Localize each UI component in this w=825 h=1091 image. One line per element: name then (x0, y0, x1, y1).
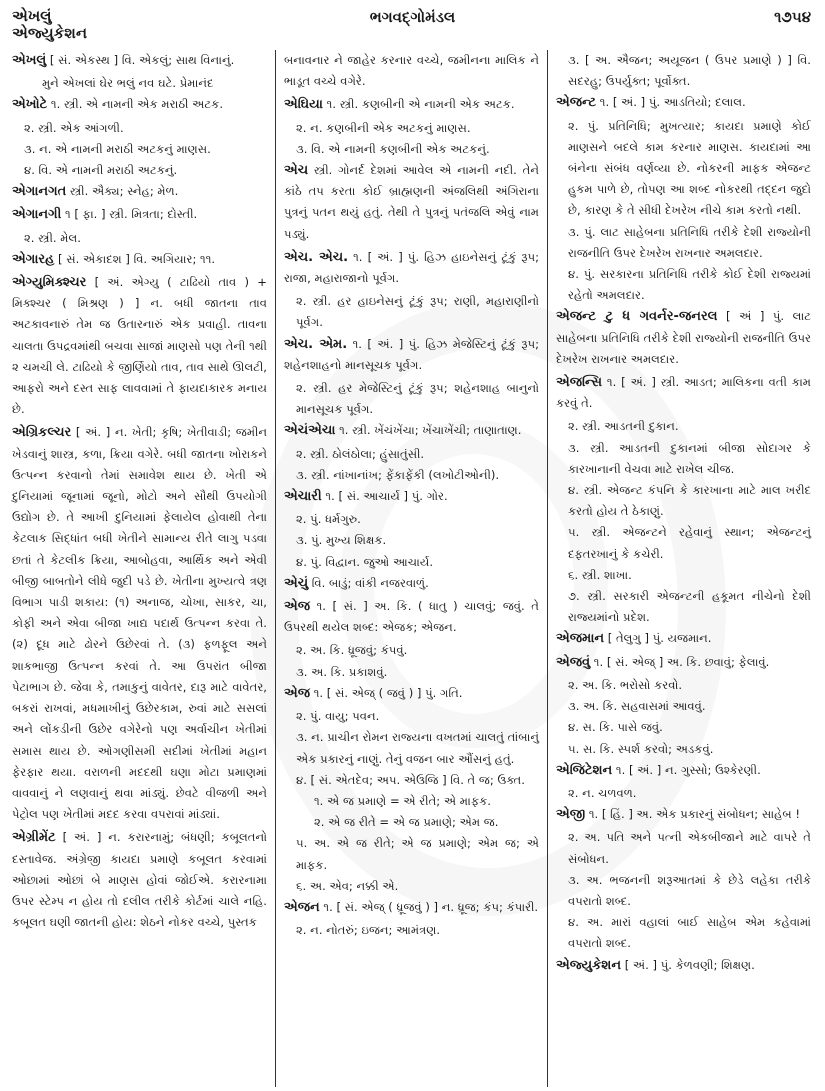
headword: એગારહ (12, 251, 55, 267)
definition-text: ૧. [ સં. એજ્ ] અ. કિ. છવાવું; ફેલાવું. (590, 654, 770, 669)
headword: એગ્રિકલ્ચર (12, 425, 72, 441)
dictionary-entry (556, 306, 811, 370)
page-number: ૧૭૫૪ (774, 8, 811, 26)
headword: એચું (284, 575, 309, 591)
definition-sense: ૨. સ્ત્રી. હર મેજેસ્ટિનું ટૂંકું રૂપ; શહેનશાહ બાનુનો માનસૂચક પૂર્વગ. (296, 381, 539, 417)
definition-text: ૧. [ અં. ] ન. ગુસ્સો; ઉશ્કેરણી. (612, 762, 761, 777)
dictionary-entry (12, 50, 267, 71)
headword: એજી (556, 807, 586, 823)
dictionary-entry (12, 422, 267, 825)
headword: એચ. એચ. (284, 249, 349, 265)
headword: એજન (284, 899, 320, 915)
definition-sense: ૨. અ. કિ. ધ્રૂજવું; કંપવું. (296, 643, 408, 658)
definition-sense: ૨. ન. કણબીની એક અટકનું માણસ. (296, 120, 471, 135)
definition-sense: ૩. સ્ત્રી. નાંખાનાંખ; ફેંકાફેંકી (લખોટીઓની). (296, 467, 500, 482)
column-right (547, 50, 819, 1087)
column-left (10, 50, 275, 1087)
headword: એગ્યુમિક્શ્ચર (12, 275, 87, 291)
definition-sense: ૪. વિ. એ નામની મરાઠી અટકનું. (24, 163, 178, 178)
definition-sense: ૨. પું. પ્રતિનિધિ; મુખત્યાર; કાયદા પ્રમાણે કોઈ માણસને બદલે કામ કરનાર માણસ. કાયદામાં આ બંનેના સંબંધ વર્ણવ્યા છે. નોકરની માફક એજન્ટ હુકમ પાળે છે, તોપણ આ શબ્દ નોકરથી તદ્દન જુદો છે, કારણ કે તે સીધી દેખરેખ નીચે કામ કરતો નથી. (568, 118, 811, 218)
dictionary-entry (284, 334, 539, 376)
dictionary-entry (284, 160, 539, 245)
definition-text: ૧. [ અં. ] સ્ત્રી. આડત; માલિકના વતી કામ કરવું તે. (556, 375, 811, 411)
headword: એજ (284, 599, 311, 615)
definition-sense: ૫. સ. કિ. સ્પર્શ કરવો; અડકવું. (568, 741, 714, 756)
definition-text: ૧. [ અં. ] પું. આડતિયો; દલાલ. (596, 95, 746, 110)
definition-text: [ સં. એકાદશ ] વિ. અગિયાર; ૧૧. (54, 251, 216, 266)
definition-sense: ૨. સ્ત્રી. હર હાઇનેસનું ટૂંકું રૂપ; રાણી, મહારાણીનો પૂર્વગ. (296, 294, 539, 330)
definition-text: સ્ત્રી. ગોનર્દ દેશમાં આવેલ એ નામની નદી. તેને કાંઠે તપ કરતા કોઈ બ્રાહ્મણની અંજલિથી અંગિરાના પુત્રનું પતન થયું હતું. તેથી તે પુત્રનું પતંજલિ એવું નામ પડ્યું. (284, 163, 539, 241)
quotation: મુને એખલાં ઘેર ભલું નવ ઘટે. પ્રેમાનંદ (42, 76, 214, 91)
dictionary-entry (12, 181, 267, 202)
headword: એચ (284, 163, 309, 179)
dictionary-entry (284, 247, 539, 289)
definition-sense: ૨. સ્ત્રી. એક આંગળી. (24, 120, 124, 135)
definition-text: ૧. [ હિં. ] અ. એક પ્રકારનું સંબોધન; સાહેબ ! (585, 807, 801, 822)
headword: એખોટે (12, 97, 48, 113)
definition-sense: ૨. એ જ રીતે = એ જ પ્રમાણે; એમ જ. (314, 815, 499, 830)
definition-sense: ૩. ન. પ્રાચીન રોમન રાજ્યના વખતમાં ચાલતું તાંબાનું એક પ્રકારનું નાણું. તેનું વજન બાર ઔંસનું હતું. (296, 730, 539, 766)
headword: એઘિયા (284, 97, 323, 113)
definition-sense: ૬. સ્ત્રી. શાખા. (568, 567, 632, 582)
definition-text: સ્ત્રી. ઐક્ય; સ્નેહ; મેળ. (66, 184, 179, 199)
definition-text: [ અં. ] ન. ખેતી; કૃષિ; ખેતીવાડી; જમીન ખેડવાનું શાસ્ત્ર, કળા, ક્રિયા વગેરે. બધી જાતના ખોરાકને ઉત્પન્ન કરવાનો તેમાં સમાવેશ થાય છે. ખેતી એ દુનિયામાં જૂનામાં જૂનો, મોટો અને સૌથી ઉપયોગી ઉદ્યોગ છે. તે આખી દુનિયામાં ફેલાયેલ હોવાથી તેના કેટલાક સિદ્ધાંત બધી ખેતીને સામાન્ય રીતે લાગુ પડવા છતાં તે કેટલીક ક્રિયા, આબોહવા, આર્થિક અને એવી બીજી બાબતોને લીધે જુદી પડે છે. ખેતીના મુખ્યત્વે ત્રણ વિભાગ પાડી શકાય: (૧) અનાજ, ચોખા, સાકર, ચા, કોફી અને એવા બીજા ખાદ્ય પદાર્થ ઉત્પન્ન કરવા તે. (૨) દૂધ માટે ઢોરને ઉછેરવાં તે. (૩) ફળફૂલ અને શાકભાજી ઉત્પન્ન કરવાં તે. આ ઉપરાંત બીજા પેટાભાગ છે. જેવા કે, તમાકુનું વાવેતર, દારૂ માટે વાવેતર, બકરાં રાખવાં, મધમાખીનું ઉછેરકામ, રુવાં માટે સસલાં અને લોંકડીની ઉછેર વગેરેનો પણ અર્વાચીન ખેતીમાં સમાસ થાય છે. ઓગણીસમી સદીમાં ખેતીમાં મહાન ફેરફાર થયા. વરાળની મદદથી ઘણા મોટા પ્રમાણમાં વાવવાનું ને લણવાનું થવા માંડ્યું. છેવટે વીજળી અને પેટ્રોલ પણ ખેતીમાં મદદ કરવા વપરાવાં માંડ્યાં. (12, 425, 267, 822)
definition-sense: ૩. અ. કિ. પ્રકાશવું. (296, 664, 388, 679)
definition-text: [ અં. એગ્યુ ( ટાઢિયો તાવ ) + મિક્શ્ચર ( મિશ્રણ ) ] ન. બધી જાતના તાવ અટકાવનારું તેમ જ ઉતારનારું એક પ્રવાહી. તાવના ચાલતા ઉપદ્રવમાંથી બચવા સાજાં માણસો પણ તેની ૧થી ૨ ચમચી લે. ટાઢિયો કે જીર્ણિયો તાવ, તાવ સાથે ઊલટી, આફરો અને દસ્ત સાફ લાવવામાં તે ફાયદાકારક મનાય છે. (12, 275, 267, 417)
headword: એખલું (12, 53, 47, 68)
dictionary-entry (284, 573, 539, 594)
headword: એજમાન (556, 631, 605, 647)
definition-sense: ૭. સ્ત્રી. સરકારી એજન્ટની હકૂમત નીચેનો દેશી રાજ્યમાંનો પ્રદેશ. (568, 589, 811, 625)
dictionary-entry (284, 486, 539, 507)
definition-text: ૧. સ્ત્રી. ખેંચંખેંચા; ખેંચાખેંચી; તાણાતાણ. (335, 423, 522, 438)
definition-text: ૧. [ સં. એજ્ ( ધ્રૂજવું ) ] ન. ધ્રૂજ; કંપ; કંપારી. (319, 899, 539, 914)
headword: એચારી (284, 489, 322, 505)
dictionary-entry (284, 683, 539, 704)
headword: એજિટેશન (556, 762, 613, 778)
dictionary-entry (284, 94, 539, 115)
definition-sense: ૩. અ. ભજનની શરૂઆતમાં કે છેડે લહેકા તરીકે વપરાતો શબ્દ. (568, 872, 811, 908)
definition-sense: ૪. પું. સરકારના પ્રતિનિધિ તરીકે કોઈ દેશી રાજ્યમાં રહેતો અમલદાર. (568, 267, 811, 303)
definition-text: [ અં. ] ન. કરારનામું; બંધણી; કબૂલતનો દસ્તાવેજ. અંગ્રેજી કાયદા પ્રમાણે કબૂલત કરવામાં ઓછામાં ઓછાં બે માણસ હોવાં જોઈએ. કરારનામા ઉપર સ્ટેમ્પ ન હોય તો દલીલ તરીકે કોર્ટમાં ચાલે નહિ. કબૂલત ઘણી જાતની હોય: શેઠને નોકર વચ્ચે, પુસ્તક (12, 830, 267, 930)
guide-word-first: એખલું (12, 7, 52, 25)
dictionary-entry (284, 420, 539, 441)
dictionary-entry (556, 628, 811, 649)
headword: એજ (284, 685, 311, 701)
definition-sense: ૩. વિ. એ નામની કણબીની એક અટકનું. (296, 141, 490, 156)
definition-sense: ૨. અ. પતિ અને પત્ની એકબીજાને માટે વાપરે તે સંબોધન. (568, 830, 811, 866)
definition-sense: ૨. ન. નોતરું; ઇજન; આમંત્રણ. (296, 923, 441, 938)
page-title: ભગવદ્ગોમંડલ (369, 8, 456, 26)
definition-sense: ૨. સ્ત્રી. આડતની દુકાન. (568, 419, 679, 434)
dictionary-entry (12, 827, 267, 933)
definition-text: ૧ [ ફા. ] સ્ત્રી. મિત્રતા; દોસ્તી. (61, 207, 198, 222)
definition-sense: ૨. અ. કિ. ભરોસો કરવો. (568, 677, 683, 692)
dictionary-entry (556, 372, 811, 414)
definition-sense: ૩. અ. કિ. સહવાસમાં આવવું. (568, 699, 706, 714)
dictionary-entry (12, 204, 267, 225)
dictionary-entry (12, 94, 267, 115)
dictionary-entry (556, 92, 811, 113)
headword: એજન્ટ ટુ ધ ગવર્નર-જનરલ (556, 309, 718, 325)
definition-sense: ૨. સ્ત્રી. મેલ. (24, 230, 81, 245)
definition-sense: ૨. પું. વાયુ; પવન. (296, 709, 380, 724)
definition-sense: ૪. અ. મારાં વહાલાં બાઈ સાહેબ એમ કહેવામાં વપરાતો શબ્દ. (568, 915, 811, 951)
definition-text: [ તેલુગુ ] પું. યજમાન. (604, 631, 712, 646)
definition-text: ૧. [ અં. ] પું. હિઝ મેજેસ્ટિનું ટૂંકું રૂપ; શહેનશાહનો માનસૂચક પૂર્વગ. (284, 336, 539, 372)
dictionary-entry (556, 652, 811, 673)
headword: એગાનગી (12, 207, 62, 223)
definition-sense: ૪. સ્ત્રી. એજન્ટ કંપનિ કે કારખાના માટે માલ ખરીદ કરતો હોય તે ઠેકાણું. (568, 483, 811, 519)
definition-sense: ૫. સ્ત્રી. એજન્ટને રહેવાનું સ્થાન; એજન્ટનું દફતરખાનું કે કચેરી. (568, 525, 811, 561)
definition-text: [ અં ] પું. લાટ સાહેબના પ્રતિનિધિ તરીકે દેશી રાજ્યોની રાજનીતિ ઉપર દેખરેખ રાખનાર અમલદાર. (556, 309, 811, 366)
dictionary-entry (556, 760, 811, 781)
headword: એજન્ટ (556, 95, 597, 111)
continued-text: બનાવનાર ને જાહેર કરનાર વચ્ચે, જમીનના માલિક ને ભાડૂત વચ્ચે વગેરે. (284, 53, 539, 89)
headword: એગાનગત (12, 184, 67, 200)
definition-sense: ૩. પું. મુખ્ય શિક્ષક. (296, 533, 387, 548)
definition-sense: ૧. એ જ પ્રમાણે = એ રીતે; એ માફક. (314, 793, 491, 808)
definition-text: [ સં. એકસ્થ ] વિ. એકલું; સાથ વિનાનું. (46, 53, 235, 67)
column-middle (275, 50, 547, 1087)
headword: એજન્સિ (556, 375, 602, 391)
dictionary-entry (556, 804, 811, 825)
definition-text: ૧. સ્ત્રી. એ નામની એક મરાઠી અટક. (47, 97, 224, 112)
dictionary-entry (284, 596, 539, 638)
definition-sense: ૫. અ. એ જ રીતે; એ જ પ્રમાણે; એમ જ; એ માફક. (296, 836, 539, 872)
headword: એજ્યુકેશન (556, 957, 622, 973)
definition-text: [ અં. ] પું. કેળવણી; શિક્ષણ. (621, 957, 755, 972)
dictionary-entry (284, 897, 539, 918)
definition-sense: ૩. [ અ. ઐજન; અયૂજન ( ઉપર પ્રમાણે ) ] વિ. સદરહુ; ઉપર્યુક્ત; પૂર્વોક્ત. (568, 53, 811, 89)
dictionary-entry (12, 249, 267, 270)
definition-sense: ૪. સ. કિ. પાસે જવું. (568, 720, 663, 735)
guide-word-last: એજ્યુકેશન (12, 24, 88, 42)
definition-text: વિ. બાડું; વાંકી નજરવાળું. (308, 575, 429, 590)
text-columns (10, 50, 819, 1087)
definition-sense: ૨. પું. ધર્મગુરુ. (296, 512, 361, 527)
page-header (0, 0, 825, 44)
definition-sense: ૨. ન. ચળવળ. (568, 785, 637, 800)
definition-sense: ૩. ન. એ નામની મરાઠી અટકનું માણસ. (24, 141, 211, 156)
definition-sense: ૩. પું. લાટ સાહેબના પ્રતિનિધિ તરીકે દેશી રાજ્યોની રાજનીતિ ઉપર દેખરેખ રાખનાર અમલદાર. (568, 224, 811, 260)
definition-text: ૧. [ અં. ] પું. હિઝ હાઇનેસનું ટૂંકું રૂપ; રાજા, મહારાજાનો પૂર્વગ. (284, 249, 539, 286)
definition-sense: ૪. પું. વિદ્વાન. જુઓ આચાર્ય. (296, 554, 434, 569)
dictionary-entry (556, 955, 811, 976)
headword: એચ. એમ. (284, 336, 348, 352)
definition-text: ૧. [ સં. ] અ. કિ. ( ધાતુ ) ચાલવું; જવું. તે ઉપરથી થયેલ શબ્દ: એજક; એજન. (284, 599, 539, 635)
dictionary-entry (12, 272, 267, 420)
definition-sense: ૬. અ. એવ; નક્કી એ. (296, 878, 399, 893)
definition-text: ૧. [ સં. આચાર્ય ] પું. ગોર. (321, 489, 448, 504)
definition-sense: ૨. સ્ત્રી. ઠોલંઠોલા; હુંસાતુંસી. (296, 446, 425, 461)
definition-text: ૧. [ સં. એજ્ ( જવું ) ] પું. ગતિ. (310, 685, 463, 700)
headword: એજવું (556, 654, 591, 670)
definition-sense: ૪. [ સં. એતદેવ; અપ. એઉજિ ] વિ. તે જ; ઉક્ત. (296, 772, 525, 787)
headword: એચંએચા (284, 423, 336, 439)
definition-text: ૧. સ્ત્રી. કણબીની એ નામની એક અટક. (322, 97, 515, 112)
definition-sense: ૩. સ્ત્રી. આડતની દુકાનમાં બીજા સોદાગર કે કારખાનાની વેચવા માટે રાખેલ ચીજ. (568, 440, 811, 476)
headword: એગ્રીમેંટ (12, 830, 56, 846)
